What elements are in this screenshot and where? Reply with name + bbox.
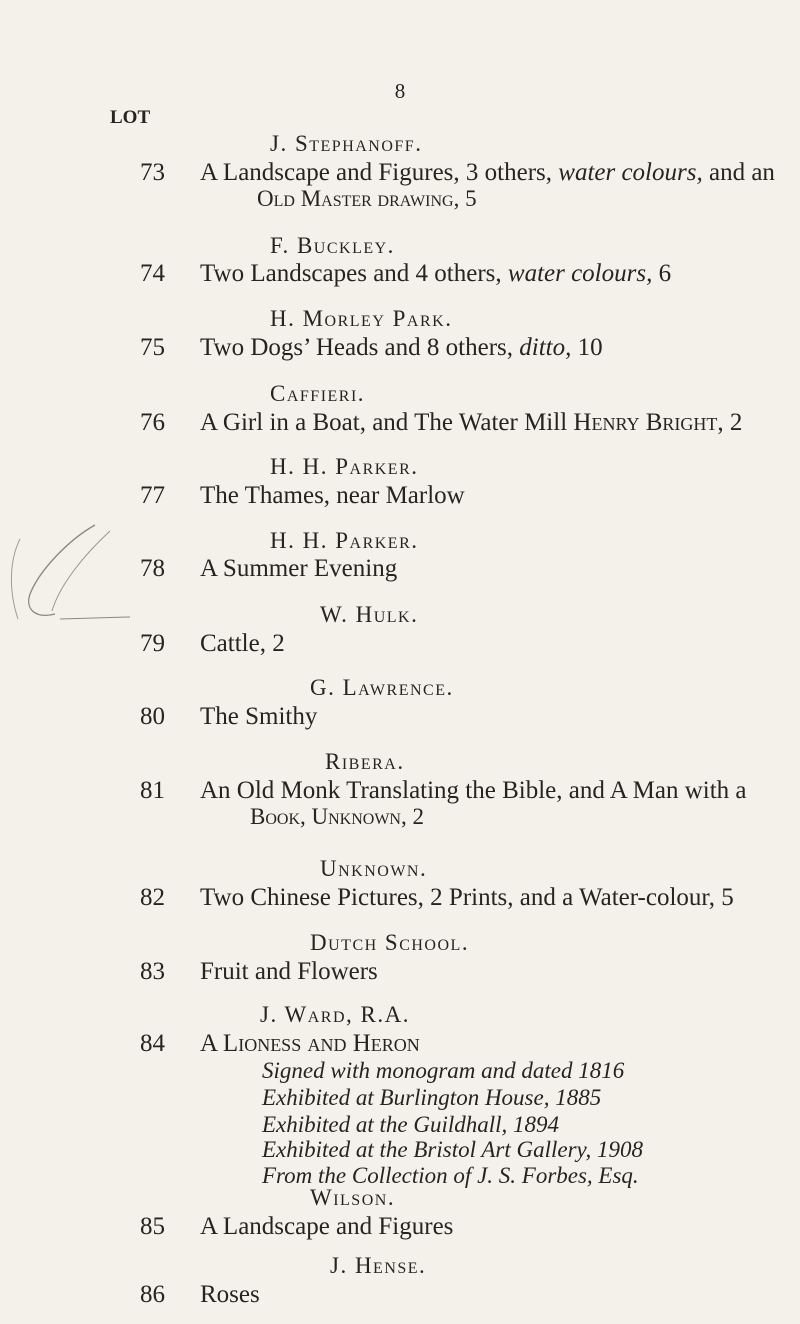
lot-title: The Thames, near Marlow [200,482,465,509]
lot-number: 75 [140,334,165,361]
lot-number: 83 [140,958,165,985]
provenance-note: Exhibited at the Bristol Art Gallery, 1908 [262,1137,643,1162]
lot-title: A Summer Evening [200,555,398,582]
lot-number: 82 [140,884,165,911]
lot-title: The Smithy [200,703,318,730]
lot-title: Two Landscapes and 4 others, water colours, 6 [200,260,672,287]
artist-name: J. Ward, R.A. [260,1002,410,1027]
lot-title: Two Chinese Pictures, 2 Prints, and a Water-colour, 5 [200,884,734,911]
lot-number: 78 [140,555,165,582]
artist-name: H. H. Parker. [270,454,419,479]
artist-name: Wilson. [310,1185,396,1210]
lot-title-continued: Old Master drawing, 5 [257,186,477,211]
artist-name: J. Hense. [330,1253,427,1278]
artist-name: J. Stephanoff. [270,131,423,156]
provenance-note: Exhibited at the Guildhall, 1894 [262,1112,560,1137]
lot-number: 80 [140,703,165,730]
lot-title: A Landscape and Figures, 3 others, water colours, and an [200,159,775,186]
lot-number: 79 [140,630,165,657]
lot-number: 85 [140,1213,165,1240]
lot-title: A Landscape and Figures [200,1213,454,1240]
lot-title: Two Dogs’ Heads and 8 others, ditto, 10 [200,334,603,361]
lot-column-header: LOT [110,107,151,128]
provenance-note: Signed with monogram and dated 1816 [262,1058,625,1083]
artist-name: F. Buckley. [270,233,395,258]
lot-title: Cattle, 2 [200,630,285,657]
lot-title: A Lioness and Heron [200,1030,420,1057]
provenance-note: From the Collection of J. S. Forbes, Esq. [262,1163,639,1188]
lot-title: Roses [200,1281,260,1308]
artist-name: H. Morley Park. [270,306,453,331]
artist-name: Caffieri. [270,381,366,406]
lot-title: Fruit and Flowers [200,958,378,985]
artist-name: H. H. Parker. [270,528,419,553]
artist-name: W. Hulk. [320,602,419,627]
lot-title: An Old Monk Translating the Bible, and A Man with a [200,777,747,804]
lot-title-continued: Book, Unknown, 2 [250,804,424,829]
page-number: 8 [394,79,406,103]
artist-name: Unknown. [320,856,428,881]
lot-number: 77 [140,482,165,509]
margin-pencil-scribble [0,519,140,629]
lot-number: 84 [140,1030,165,1057]
provenance-note: Exhibited at Burlington House, 1885 [262,1085,602,1110]
artist-name: G. Lawrence. [310,675,454,700]
lot-number: 76 [140,409,165,436]
artist-name: Ribera. [325,749,405,774]
lot-number: 86 [140,1281,165,1308]
lot-number: 74 [140,260,165,287]
artist-name: Dutch School. [310,930,470,955]
lot-number: 73 [140,159,165,186]
lot-title: A Girl in a Boat, and The Water Mill Henry Bright, 2 [200,409,743,436]
lot-number: 81 [140,777,165,804]
